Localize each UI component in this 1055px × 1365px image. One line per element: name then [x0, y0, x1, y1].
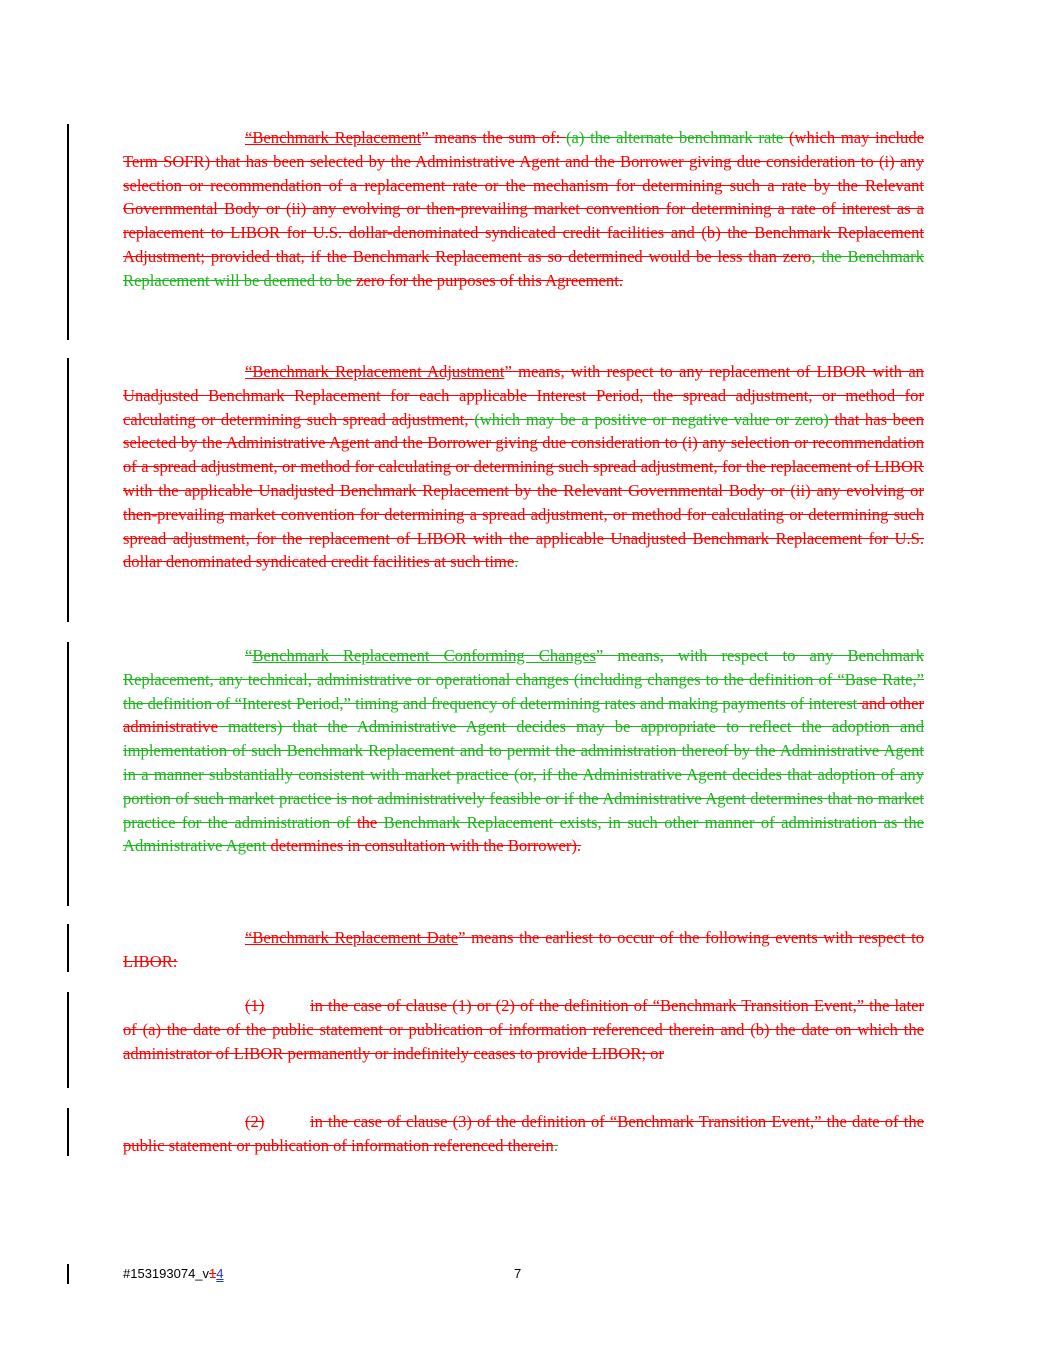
- defined-term: Benchmark Replacement Conforming Changes: [252, 646, 596, 665]
- deleted-version: 1: [209, 1266, 217, 1281]
- deleted-text: in the case of clause (3) of the definition of “Benchmark Transition Event,” the date of the public statement or publication of information referenced therein: [123, 1112, 924, 1155]
- clause-2: [123, 1110, 924, 1158]
- deleted-text: ” means, with respect to any replacement of LIBOR with an Unadjusted Benchmark Replacement for each applicable Interest Period, the spread adjustment, or method for calculating or determining such spread adjustment,: [123, 362, 924, 429]
- deleted-text: the: [356, 812, 378, 832]
- moved-text: ” means, with respect to any Benchmark Replacement, any technical, administrative or operational changes (including changes to the definition of “Base Rate,” the definition of “Interest Period,” timing and frequency of determining rates and making payments of interest: [123, 646, 924, 713]
- inserted-version: 4: [216, 1266, 224, 1281]
- moved-text: Benchmark Replacement exists, in such other manner of administration as the Administrative Agent: [123, 812, 924, 856]
- change-bar: [67, 124, 69, 340]
- change-bar: [67, 642, 69, 906]
- defined-term: “Benchmark Replacement Adjustment: [245, 362, 505, 381]
- moved-text: .: [514, 552, 519, 572]
- deleted-text: zero for the purposes of this Agreement.: [356, 270, 623, 290]
- clause-number: (2): [245, 1112, 265, 1131]
- change-bar: [67, 1264, 69, 1284]
- defined-term: “Benchmark Replacement: [245, 128, 422, 147]
- moved-text: .: [553, 1135, 558, 1155]
- moved-text: “: [245, 646, 253, 665]
- moved-text: (which may be a positive or negative value or zero): [474, 409, 829, 429]
- footer-doc-id: [123, 1266, 224, 1281]
- deleted-text: determines in consultation with the Borrower).: [270, 836, 582, 856]
- deleted-text: (which may include Term SOFR) that has been selected by the Administrative Agent and the Borrower giving due consideration to (i) any selection or recommendation of a replacement rate or the mechanism for determining such a rate by the Relevant Governmental Body or (ii) any evolving or then-prevailing market convention for determining a rate of interest as a replacement to LIBOR for U.S. dollar-denominated syndicated credit facilities and (b) the Benchmark Replacement Adjustment; provided that, if the Benchmark Replacement as so determined would be less than zero: [123, 128, 924, 266]
- change-bar: [67, 1108, 69, 1156]
- deleted-text: ” means the earliest to occur of the following events with respect to LIBOR:: [123, 928, 924, 971]
- deleted-text: and other administrative: [123, 693, 924, 737]
- change-bar: [67, 358, 69, 622]
- definition-benchmark-replacement-adjustment: [123, 360, 924, 574]
- clause-1: [123, 994, 924, 1065]
- deleted-text: in the case of clause (1) or (2) of the definition of “Benchmark Transition Event,” the later of (a) the date of the public statement or publication of information referenced therein and (b) the date on which the administrator of LIBOR permanently or indefinitely ceases to provide LIBOR; or: [123, 996, 924, 1063]
- deleted-text: that has been selected by the Administrative Agent and the Borrower giving due consideration to (i) any selection or recommendation of a spread adjustment, or method for calculating or determining such spread adjustment, for the replacement of LIBOR with the applicable Unadjusted Benchmark Replacement by the Relevant Governmental Body or (ii) any evolving or then-prevailing market convention for determining a spread adjustment, or method for calculating or determining such spread adjustment, for the replacement of LIBOR with the applicable Unadjusted Benchmark Replacement for U.S. dollar denominated syndicated credit facilities at such time: [123, 409, 924, 572]
- deleted-text: ” means the sum of:: [421, 128, 566, 147]
- defined-term: “Benchmark Replacement Date: [245, 928, 459, 947]
- moved-text: (a) the alternate benchmark rate: [565, 128, 790, 147]
- definition-benchmark-replacement-date: [123, 926, 924, 974]
- doc-id: #153193074_v: [123, 1266, 210, 1281]
- definition-benchmark-replacement-conforming-changes: [123, 644, 924, 858]
- change-bar: [67, 924, 69, 972]
- moved-text: matters) that the Administrative Agent decides may be appropriate to reflect the adoption and implementation of such Benchmark Replacement and to permit the administration thereof by the Administrative Agent in a manner substantially consistent with market practice (or, if the Administrative Agent decides that adoption of any portion of such market practice is not administratively feasible or if the Administrative Agent determines that no market practice for the administration of: [123, 717, 924, 832]
- page-number: 7: [514, 1266, 522, 1281]
- definition-benchmark-replacement: [123, 126, 924, 293]
- clause-number: (1): [245, 996, 265, 1015]
- moved-text: , the Benchmark Replacement will be deemed to be: [123, 246, 924, 290]
- change-bar: [67, 992, 69, 1088]
